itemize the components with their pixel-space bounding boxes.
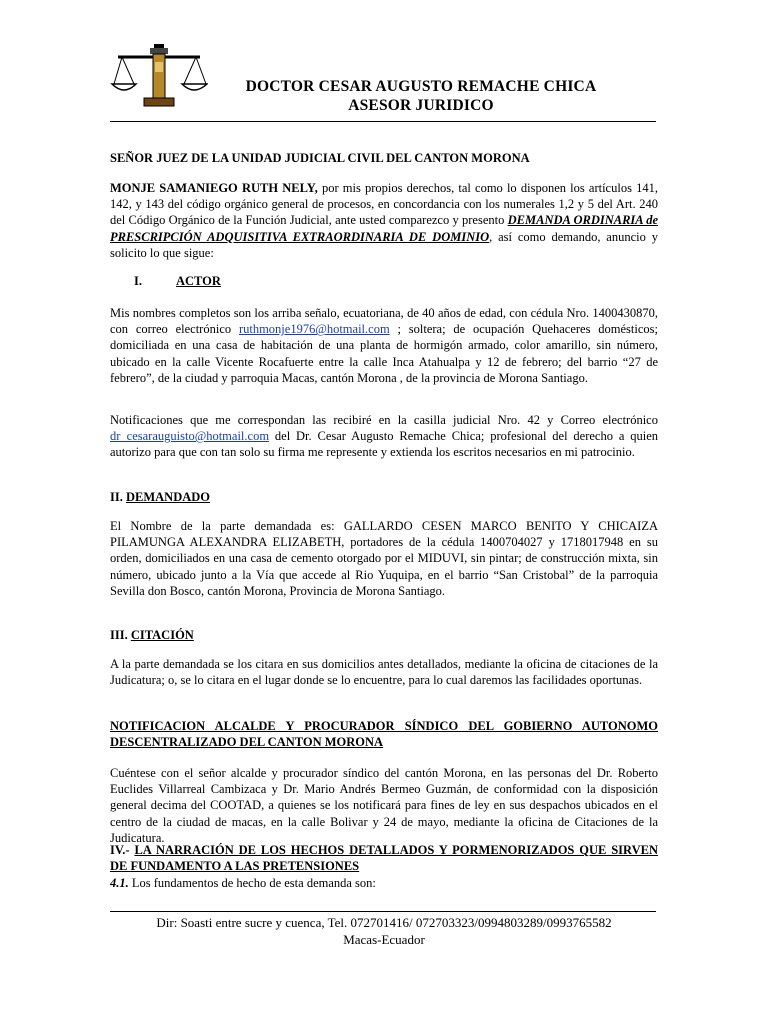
scales-of-justice-icon [110,40,208,110]
section-heading-actor: I. ACTOR [134,274,221,288]
footer-address: Dir: Soasti entre sucre y cuenca, Tel. 072701416/ 072703323/0994803289/0993765582 [156,915,612,930]
footer-city: Macas-Ecuador [343,932,425,947]
notifications-paragraph: Notificaciones que me correspondan las recibiré en la casilla judicial Nro. 42 y Correo electrónico dr_cesarauguisto@hotmail.com del Dr. Cesar Augusto Remache Chica; profesional del derecho a quien autorizo para que con tan solo su firma me represente y extienda los escritos necesarios en mi patrocinio. [110,413,658,460]
actor-email-link[interactable]: ruthmonje1976@hotmail.com [238,322,390,337]
citacion-paragraph: A la parte demandada se los citara en sus domicilios antes detallados, mediante la oficina de citaciones de la Judicatura; o, se lo citara en el lugar donde se lo encuentre, para lo cual daremos las facilidades oportunas. [110,657,658,688]
section-heading-notificacion: NOTIFICACION ALCALDE Y PROCURADOR SÍNDICO DEL GOBIERNO AUTONOMO DESCENTRALIZADO DEL CANTON MORONA [110,719,658,750]
plaintiff-name: MONJE SAMANIEGO RUTH NELY, [110,181,318,195]
footer-divider [110,911,656,912]
narracion-subitem: 4.1. Los fundamentos de hecho de esta demanda son: [110,876,376,890]
lawyer-role: ASESOR JURIDICO [348,97,494,114]
actor-paragraph: Mis nombres completos son los arriba señalo, ecuatoriana, de 40 años de edad, con cédula Nro. 1400430870, con correo electrónico ruthmonje1976@hotmail.com ; soltera; de ocupación Quehaceres domésticos; domiciliada en una casa de habitación de una planta de hormigón armado, color amarillo, sin número, ubicado en la calle Vicente Rocafuerte entre la calle Inca Atahualpa y 12 de febrero; del barrio “27 de febrero”, de la ciudad y parroquia Macas, cantón Morona , de la provincia de Morona Santiago. [110,306,658,385]
demand-type: DEMANDA ORDINARIA de PRESCRIPCIÓN ADQUISITIVA EXTRAORDINARIA DE DOMINIO [110,213,658,244]
demandado-paragraph: El Nombre de la parte demandada es: GALLARDO CESEN MARCO BENITO Y CHICAIZA PILAMUNGA ALEXANDRA ELIZABETH, portadores de la cédula 1400704027 y 1718017948 en su orden, domiciliados en una casa de cemento otorgado por el MIDUVI, sin pintar; de construcción mixta, sin número, ubicado junto a la Vía que accede al Rio Yuquipa, en el barrio “San Cristobal” de la parroquia Sevilla don Bosco, cantón Morona, Provincia de Morona Santiago. [110,519,658,598]
lawyer-email-link[interactable]: dr_cesarauguisto@hotmail.com [110,429,270,444]
intro-paragraph: MONJE SAMANIEGO RUTH NELY, por mis propios derechos, tal como lo disponen los artículos 141, 142, y 143 del código orgánico general de procesos, en concordancia con los numerales 1,2 y 5 del Art. 240 del Código Orgánico de la Función Judicial, ante usted comparezco y presento DEMANDA ORDINARIA de PRESCRIPCIÓN ADQUISITIVA EXTRAORDINARIA DE DOMINIO, así como demando, anuncio y solicito lo que sigue: [110,181,658,260]
notificacion-paragraph: Cuéntese con el señor alcalde y procurador síndico del cantón Morona, en las personas del Dr. Roberto Euclides Villarreal Cambizaca y Dr. Mario Andrés Bermeo Guzmán, de conformidad con la disposición general decima del COOTAD, a quienes se los notificará para fines de ley en sus despachos ubicados en el centro de la ciudad de macas, en la calle Bolivar y 24 de mayo, mediante la oficina de Citaciones de la Judicatura. [110,766,658,845]
header-divider [110,121,656,122]
section-heading-demandado: II. DEMANDADO [110,490,211,504]
section-heading-narracion: IV.- LA NARRACIÓN DE LOS HECHOS DETALLADOS Y PORMENORIZADOS QUE SIRVEN DE FUNDAMENTO A LAS PRETENSIONES [110,843,658,874]
lawyer-name: DOCTOR CESAR AUGUSTO REMACHE CHICA [245,78,597,95]
section-heading-citacion: III. CITACIÓN [110,628,194,642]
addressee: SEÑOR JUEZ DE LA UNIDAD JUDICIAL CIVIL DEL CANTON MORONA [110,151,530,165]
